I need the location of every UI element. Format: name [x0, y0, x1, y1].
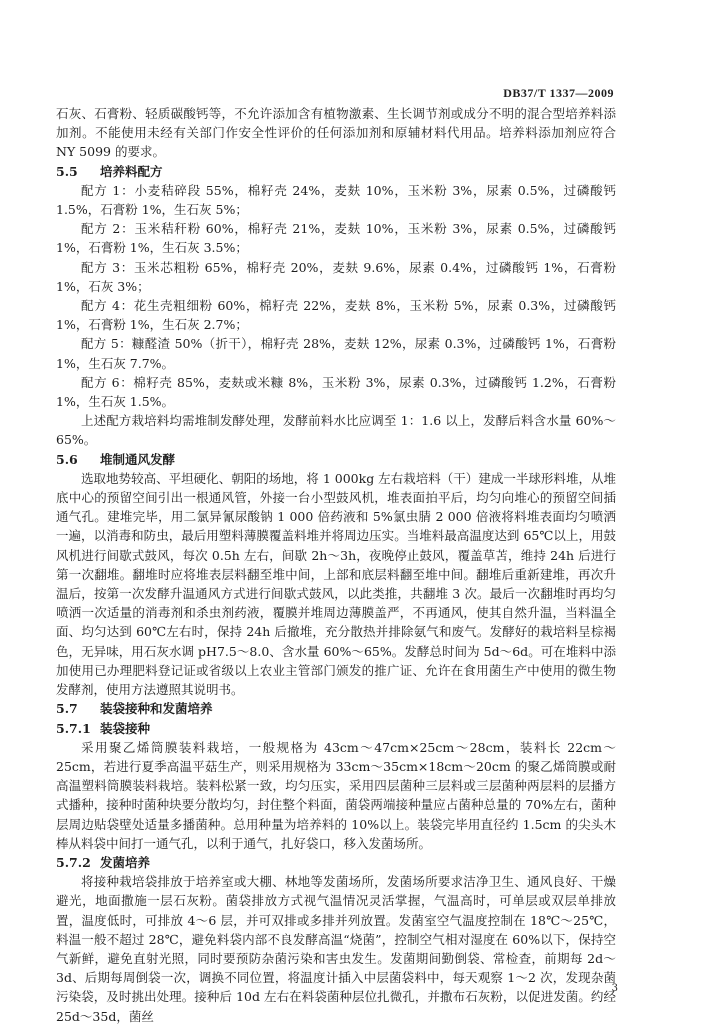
- section-number: 5.7.1: [56, 720, 91, 736]
- section-title: 装袋接种: [100, 720, 151, 736]
- section-number: 5.6: [56, 451, 78, 467]
- section-title: 培养料配方: [100, 163, 163, 179]
- formula-5: 配方 5：糠醛渣 50%（折干），棉籽壳 28%，麦麸 12%，尿素 0.3%，过磷酸钙 1%，石膏粉 1%，生石灰 7.7%。: [56, 336, 616, 371]
- section-title: 堆制通风发酵: [100, 451, 176, 467]
- formula-3: 配方 3：玉米芯粗粉 65%，棉籽壳 20%，麦麸 9.6%，尿素 0.4%，过磷酸钙 1%，石膏粉 1%，石灰 3%；: [56, 259, 616, 294]
- section-number: 5.7.2: [56, 854, 91, 870]
- formula-6: 配方 6：棉籽壳 85%，麦麸或米糠 8%，玉米粉 3%，尿素 0.3%，过磷酸钙 1.2%，石膏粉 1%，生石灰 1.5%。: [56, 374, 616, 410]
- section-number: 5.7: [56, 701, 78, 717]
- page-body: [56, 104, 616, 1026]
- formula-note: 上述配方栽培料均需堆制发酵处理，发酵前料水比应调至 1：1.6 以上，发酵后料含水量 60%～65%。: [56, 413, 616, 448]
- section-title: 装袋接种和发菌培养: [100, 701, 213, 717]
- section-5-5-heading: [56, 162, 616, 181]
- section-number: 5.5: [56, 163, 78, 179]
- formula-2: 配方 2：玉米秸秆粉 60%，棉籽壳 21%，麦麸 10%，玉米粉 3%，尿素 0.5%，过磷酸钙 1%，石膏粉 1%，生石灰 3.5%；: [56, 221, 616, 256]
- section-5-6-body: 选取地势较高、平坦硬化、朝阳的场地，将 1 000kg 左右栽培料（干）建成一半球形料堆，从堆底中心的预留空间引出一根通风管，外接一台小型鼓风机，堆表面拍平后，均匀向堆心的预留空间插通气孔。建堆完毕，用二氯异氰尿酸钠 1 000 倍药液和 5%氯虫腈 2 000 倍液将料堆表面均匀喷洒一遍，以消毒和防虫，最后用塑料薄膜覆盖料堆并将周边压实。当堆料最高温度达到 65℃以上，用鼓风机进行间歇式鼓风，每次 0.5h 左右，间歇 2h～3h，夜晚停止鼓风，覆盖草苫，维持 24h 后进行第一次翻堆。翻堆时应将堆表层料翻至堆中间，上部和底层料翻至堆中间。翻堆后重新建堆，再次升温后，按第一次发酵升温通风方式进行间歇式鼓风，以此类推，共翻堆 3 次。最后一次翻堆时再均匀喷洒一次适量的消毒剂和杀虫剂药液，覆膜并堆周边薄膜盖严，不再通风，使其自然升温，当料温全面、均匀达到 60℃左右时，保持 24h 后撤堆，充分散热并排除氨气和废气。发酵好的栽培料呈棕褐色，无异味，用石灰水调 pH7.5～8.0、含水量 60%～65%。发酵总时间为 5d～6d。可在堆料中添加使用已办理肥料登记证或省级以上农业主管部门颁发的推广证、允许在食用菌生产中使用的微生物发酵剂，使用方法遵照其说明书。: [56, 470, 616, 698]
- section-5-7-1-heading: [56, 719, 616, 738]
- document-code: DB37/T 1337—2009: [503, 86, 614, 100]
- formula-4: 配方 4：花生壳粗细粉 60%，棉籽壳 22%，麦麸 8%，玉米粉 5%，尿素 0.3%，过磷酸钙 1%，石膏粉 1%，生石灰 2.7%；: [56, 298, 616, 333]
- section-5-7-heading: [56, 699, 616, 718]
- section-5-7-2-heading: [56, 853, 616, 872]
- intro-paragraph: 石灰、石膏粉、轻质碳酸钙等，不允许添加含有植物激素、生长调节剂或成分不明的混合型培养料添加剂。不能使用未经有关部门作安全性评价的任何添加剂和原辅材料代用品。培养料添加剂应符合 NY 5099 的要求。: [56, 106, 616, 160]
- section-title: 发菌培养: [100, 854, 151, 870]
- section-5-7-2-body: 将接种栽培袋排放于培养室或大棚、林地等发菌场所，发菌场所要求洁净卫生、通风良好、干燥避光，地面撒施一层石灰粉。菌袋排放方式视气温情况灵活掌握，气温高时，可单层或双层单排放置，温度低时，可排放 4～6 层，并可双排或多排并列放置。发菌室空气温度控制在 18℃～25℃，料温一般不超过 28℃，避免料袋内部不良发酵高温“烧菌”，控制空气相对湿度在 60%以下，保持空气新鲜，避免直射光照，同时要预防杂菌污染和害虫发生。发菌期间勤倒袋、常检查，前期每 2d～3d、后期每周倒袋一次，调换不同位置，将温度计插入中层菌袋料中，每天观察 1～2 次，发现杂菌污染袋，及时挑出处理。接种后 10d 左右在料袋菌种层位扎微孔，并撒布石灰粉，以促进发菌。约经 25d～35d，菌丝: [56, 874, 616, 1024]
- section-5-6-heading: [56, 450, 616, 469]
- section-5-7-1-body: 采用聚乙烯筒膜装料栽培，一般规格为 43cm～47cm×25cm～28cm，装料长 22cm～25cm，若进行夏季高温平菇生产，则采用规格为 33cm～35cm×18cm～20cm 的聚乙烯筒膜或耐高温塑料筒膜装料栽培。装料松紧一致，均匀压实，采用四层菌种三层料或三层菌种两层料的层播方式播种，接种时菌种块要分散均匀，封住整个料面，菌袋两端接种量应占菌种总量的 70%左右，菌种层周边贴袋壁处适量多播菌种。总用种量为培养料的 10%以上。装袋完毕用直径约 1.5cm 的尖头木棒从料袋中间打一通气孔，以利于通气，扎好袋口，移入发菌场所。: [56, 739, 616, 851]
- page-number: 3: [611, 983, 618, 994]
- formula-1: 配方 1：小麦秸碎段 55%，棉籽壳 24%，麦麸 10%，玉米粉 3%，尿素 0.5%，过磷酸钙 1.5%，石膏粉 1%，生石灰 5%；: [56, 182, 616, 218]
